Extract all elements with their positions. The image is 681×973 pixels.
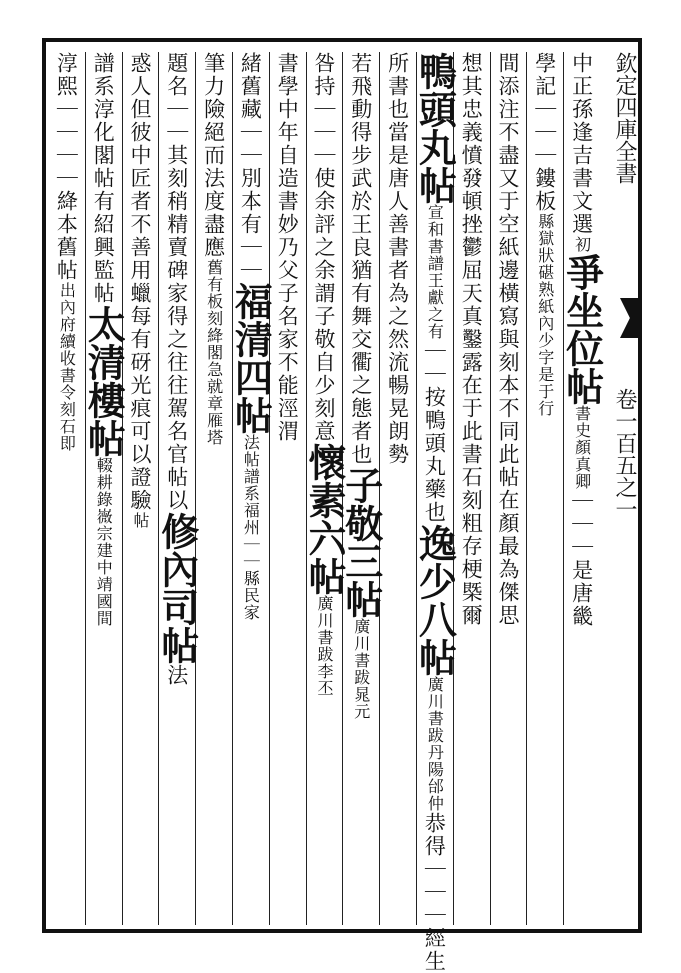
body-text: 恭得｜｜｜經生 (422, 812, 447, 973)
body-text: ｜｜按鴨頭丸藥也 (422, 340, 447, 524)
text-column (81, 52, 127, 925)
text-column (228, 52, 274, 925)
body-text: 所書也當是唐人善書者為之然流暢晃朗勢 (385, 52, 410, 466)
body-text: 緒舊藏｜｜別本有｜｜ (238, 52, 263, 282)
body-text: 題名｜｜其刻稍精賣碑家得之往往駕名官帖以 (164, 52, 189, 512)
source-note: 輟耕錄嶶宗建中靖國間 (94, 457, 114, 627)
body-text: 法 (164, 664, 189, 687)
rubbing-title: 鴨頭丸帖 (412, 52, 458, 204)
source-note: 廣川書跋李丕 (315, 595, 334, 697)
rubbing-title: 懷素六帖 (302, 443, 347, 595)
body-text: ｜｜｜是唐畿 (569, 490, 594, 628)
body-text: 間添注不盡又于空紙邊橫寫與刻本不同此帖在顏最為傑思 (496, 52, 520, 627)
body-text: 書學中年自造書妙乃父子名家不能涇渭 (275, 52, 300, 443)
body-text: 中正孫逢吉書文選 (569, 52, 594, 236)
body-text: 想其忠義憤發頓挫鬱屈天真鑿露在于此書石刻粗存梗槩爾 (459, 52, 484, 627)
text-column (120, 52, 160, 925)
source-note: 舊有板刻絳閣急就章雁塔 (204, 259, 224, 446)
text-column (267, 52, 307, 925)
rubbing-title: 福清四帖 (228, 282, 274, 434)
source-note: 縣獄狀碪熟紙內少字是于行 (535, 213, 555, 417)
margin-title: 欽定四庫全書 (612, 52, 637, 184)
rubbing-title: 子敬三帖 (338, 466, 384, 618)
source-note: 宣和書譜王獻之有 (425, 204, 445, 340)
body-text: 咎持｜｜｜使余評之余謂子敬自少刻意 (312, 52, 336, 443)
source-note: 初 (572, 236, 592, 253)
rubbing-title: 爭坐位帖 (559, 253, 605, 405)
text-column (412, 52, 458, 973)
text-column (154, 52, 200, 925)
text-column (559, 52, 605, 925)
margin-volume: 卷一百五之一 (612, 388, 637, 520)
source-note: 廣川書跋丹陽邰仲 (425, 676, 445, 812)
text-column (488, 52, 528, 925)
text-column (194, 52, 234, 925)
body-text: 惑人但彼中匠者不善用蠟每有砑光痕可以證驗 (128, 52, 152, 512)
text-column (302, 52, 347, 925)
source-note: 廣川書跋晁元 (351, 618, 371, 720)
source-note: 法帖譜系福州｜｜縣民家 (241, 434, 261, 621)
source-note: 出內府續收書令刻石即 (57, 282, 77, 452)
source-note: 帖 (131, 512, 150, 529)
body-text: 學記｜｜｜鏤板 (532, 52, 557, 213)
rubbing-title: 太清樓帖 (81, 305, 127, 457)
body-text: 若飛動得步武於王良猶有舞交衢之態者也 (348, 52, 373, 466)
body-text: 淳熙｜｜｜｜絳本舊帖 (54, 52, 79, 282)
source-note: 書史顏真卿 (572, 405, 592, 490)
text-column (525, 52, 565, 925)
rubbing-title: 修內司帖 (154, 512, 200, 664)
rubbing-title: 逸少八帖 (412, 524, 458, 676)
body-text: 筆力險絕而法度盡應 (201, 52, 226, 259)
text-column (46, 52, 86, 925)
body-text: 譜系淳化閣帖有紹興監帖 (91, 52, 116, 305)
